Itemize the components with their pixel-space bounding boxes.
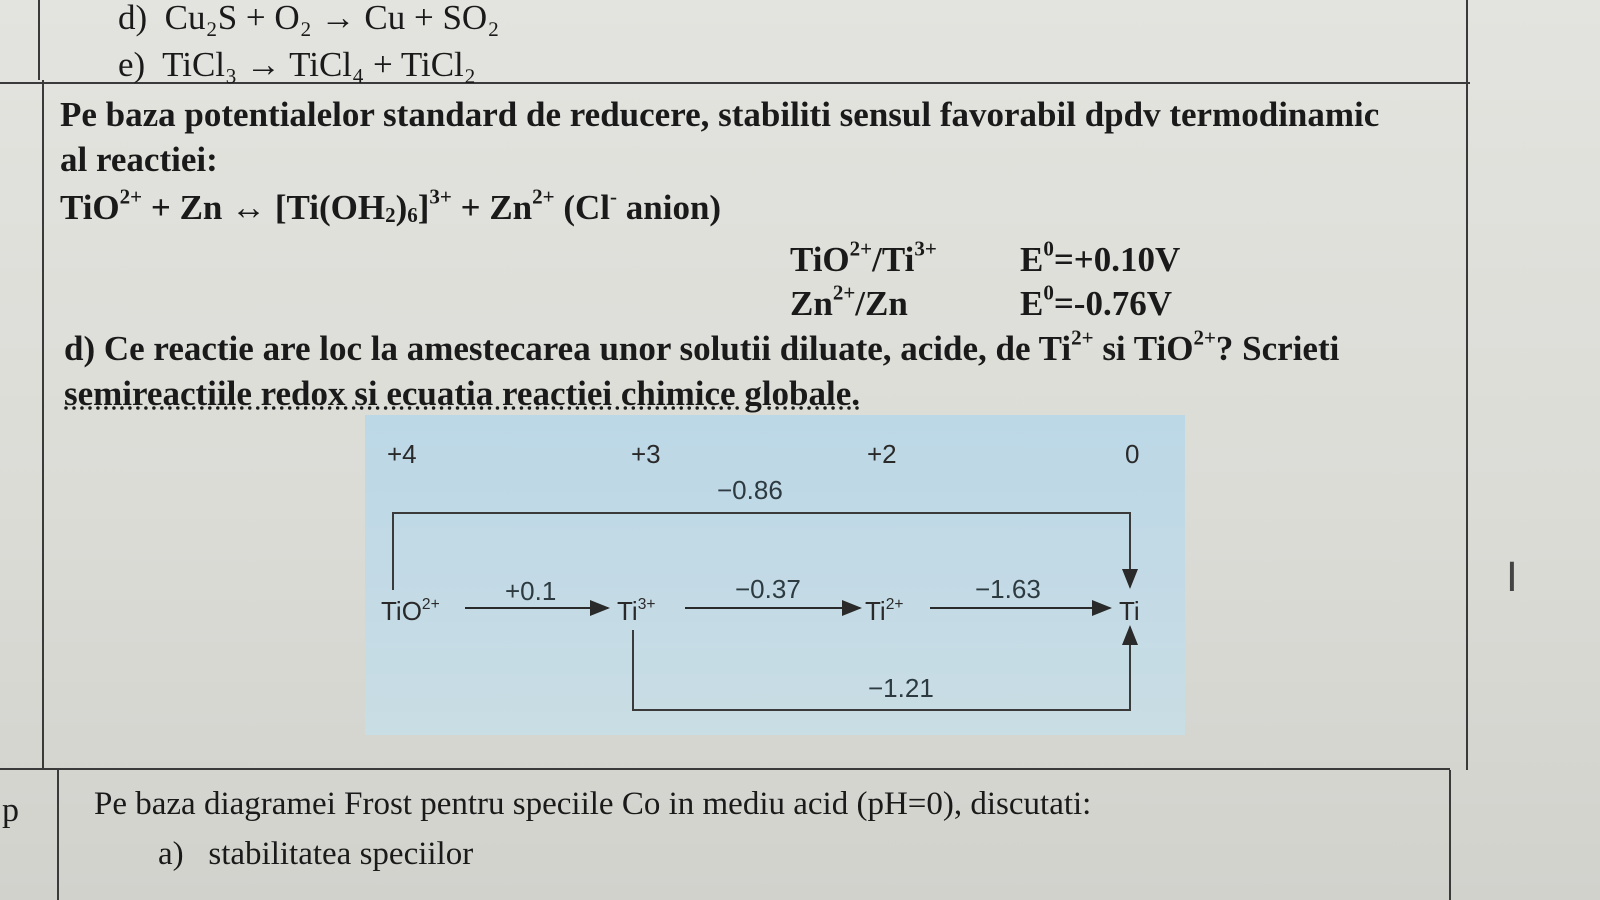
- reaction-d-equation: Cu₂S + O₂ → Cu + SO₂: [164, 0, 500, 37]
- potential-ti3-ti2: −0.37: [735, 574, 801, 604]
- next-question-line1: Pe baza diagramei Frost pentru speciile Co in mediu acid (pH=0), discutati:: [94, 786, 1092, 822]
- question-equation: TiO$^{2+}$ + Zn ↔ $[Ti(OH_2)_6]^{3+} + Zn^{2+}$ (Cl- anion): [60, 184, 722, 228]
- potential-ti2-ti: −1.63: [975, 574, 1041, 604]
- potential-tio2-ti3: +0.1: [505, 576, 557, 606]
- ox-state-zero: 0: [1125, 439, 1140, 469]
- species-ti: Ti: [1119, 596, 1140, 626]
- redox-pair-1: $TiO^{2+}/Ti^{3+}$: [790, 236, 937, 279]
- redox-pair-2-potential: $E^0=-0.76V$: [1020, 280, 1172, 323]
- question-d-line1: d) Ce reactie are loc la amestecarea unor solutii diluate, acide, de $Ti^{2+}$ si TiO$^{2+}$? Scrieti: [64, 325, 1340, 368]
- row-divider-2: [0, 768, 1450, 770]
- reaction-d: [118, 0, 499, 35]
- table-border-right: [1466, 0, 1468, 770]
- table-border-left-main: [42, 80, 44, 770]
- ox-state-plus3: +3: [631, 439, 661, 469]
- species-tio2: TiO$^{2+}$: [381, 596, 440, 626]
- question-intro-line2: al reactiei:: [60, 140, 218, 179]
- next-question-item-a: [158, 838, 473, 871]
- bottom-bridge-potential: −1.21: [868, 673, 934, 703]
- redox-pair-2: $Zn^{2+}/Zn$: [790, 280, 908, 323]
- species-ti2: $Ti^{2+}$: [865, 596, 904, 626]
- text-cursor-icon: I: [1506, 555, 1518, 601]
- ox-state-plus2: +2: [867, 439, 897, 469]
- reaction-d-label: d): [118, 0, 148, 37]
- top-bridge-potential: −0.86: [717, 475, 783, 505]
- table-border-right-bottom: [1449, 770, 1451, 900]
- reaction-e-label: e): [118, 45, 146, 84]
- latimer-diagram: [365, 415, 1185, 735]
- table-border-left: [38, 0, 40, 80]
- margin-letter: p: [2, 792, 19, 829]
- reaction-e-equation: TiCl₃ → TiCl₄ + TiCl₂: [162, 45, 476, 84]
- ox-state-plus4: +4: [387, 439, 417, 469]
- item-a-text: stabilitatea speciilor: [208, 836, 474, 872]
- table-border-left-bottom: [57, 770, 59, 900]
- species-ti3: $Ti^{3+}$: [617, 596, 656, 626]
- redox-pair-1-potential: $E^0=+0.10V$: [1020, 236, 1181, 279]
- item-a-label: a): [158, 836, 184, 872]
- question-intro-line1: Pe baza potentialelor standard de reducere, stabiliti sensul favorabil dpdv termodinamic: [60, 95, 1380, 134]
- question-d-line2: semireactiile redox si ecuatia reactiei chimice globale.: [64, 374, 861, 413]
- double-arrow-icon: ↔: [231, 188, 267, 227]
- reaction-e: [118, 47, 476, 82]
